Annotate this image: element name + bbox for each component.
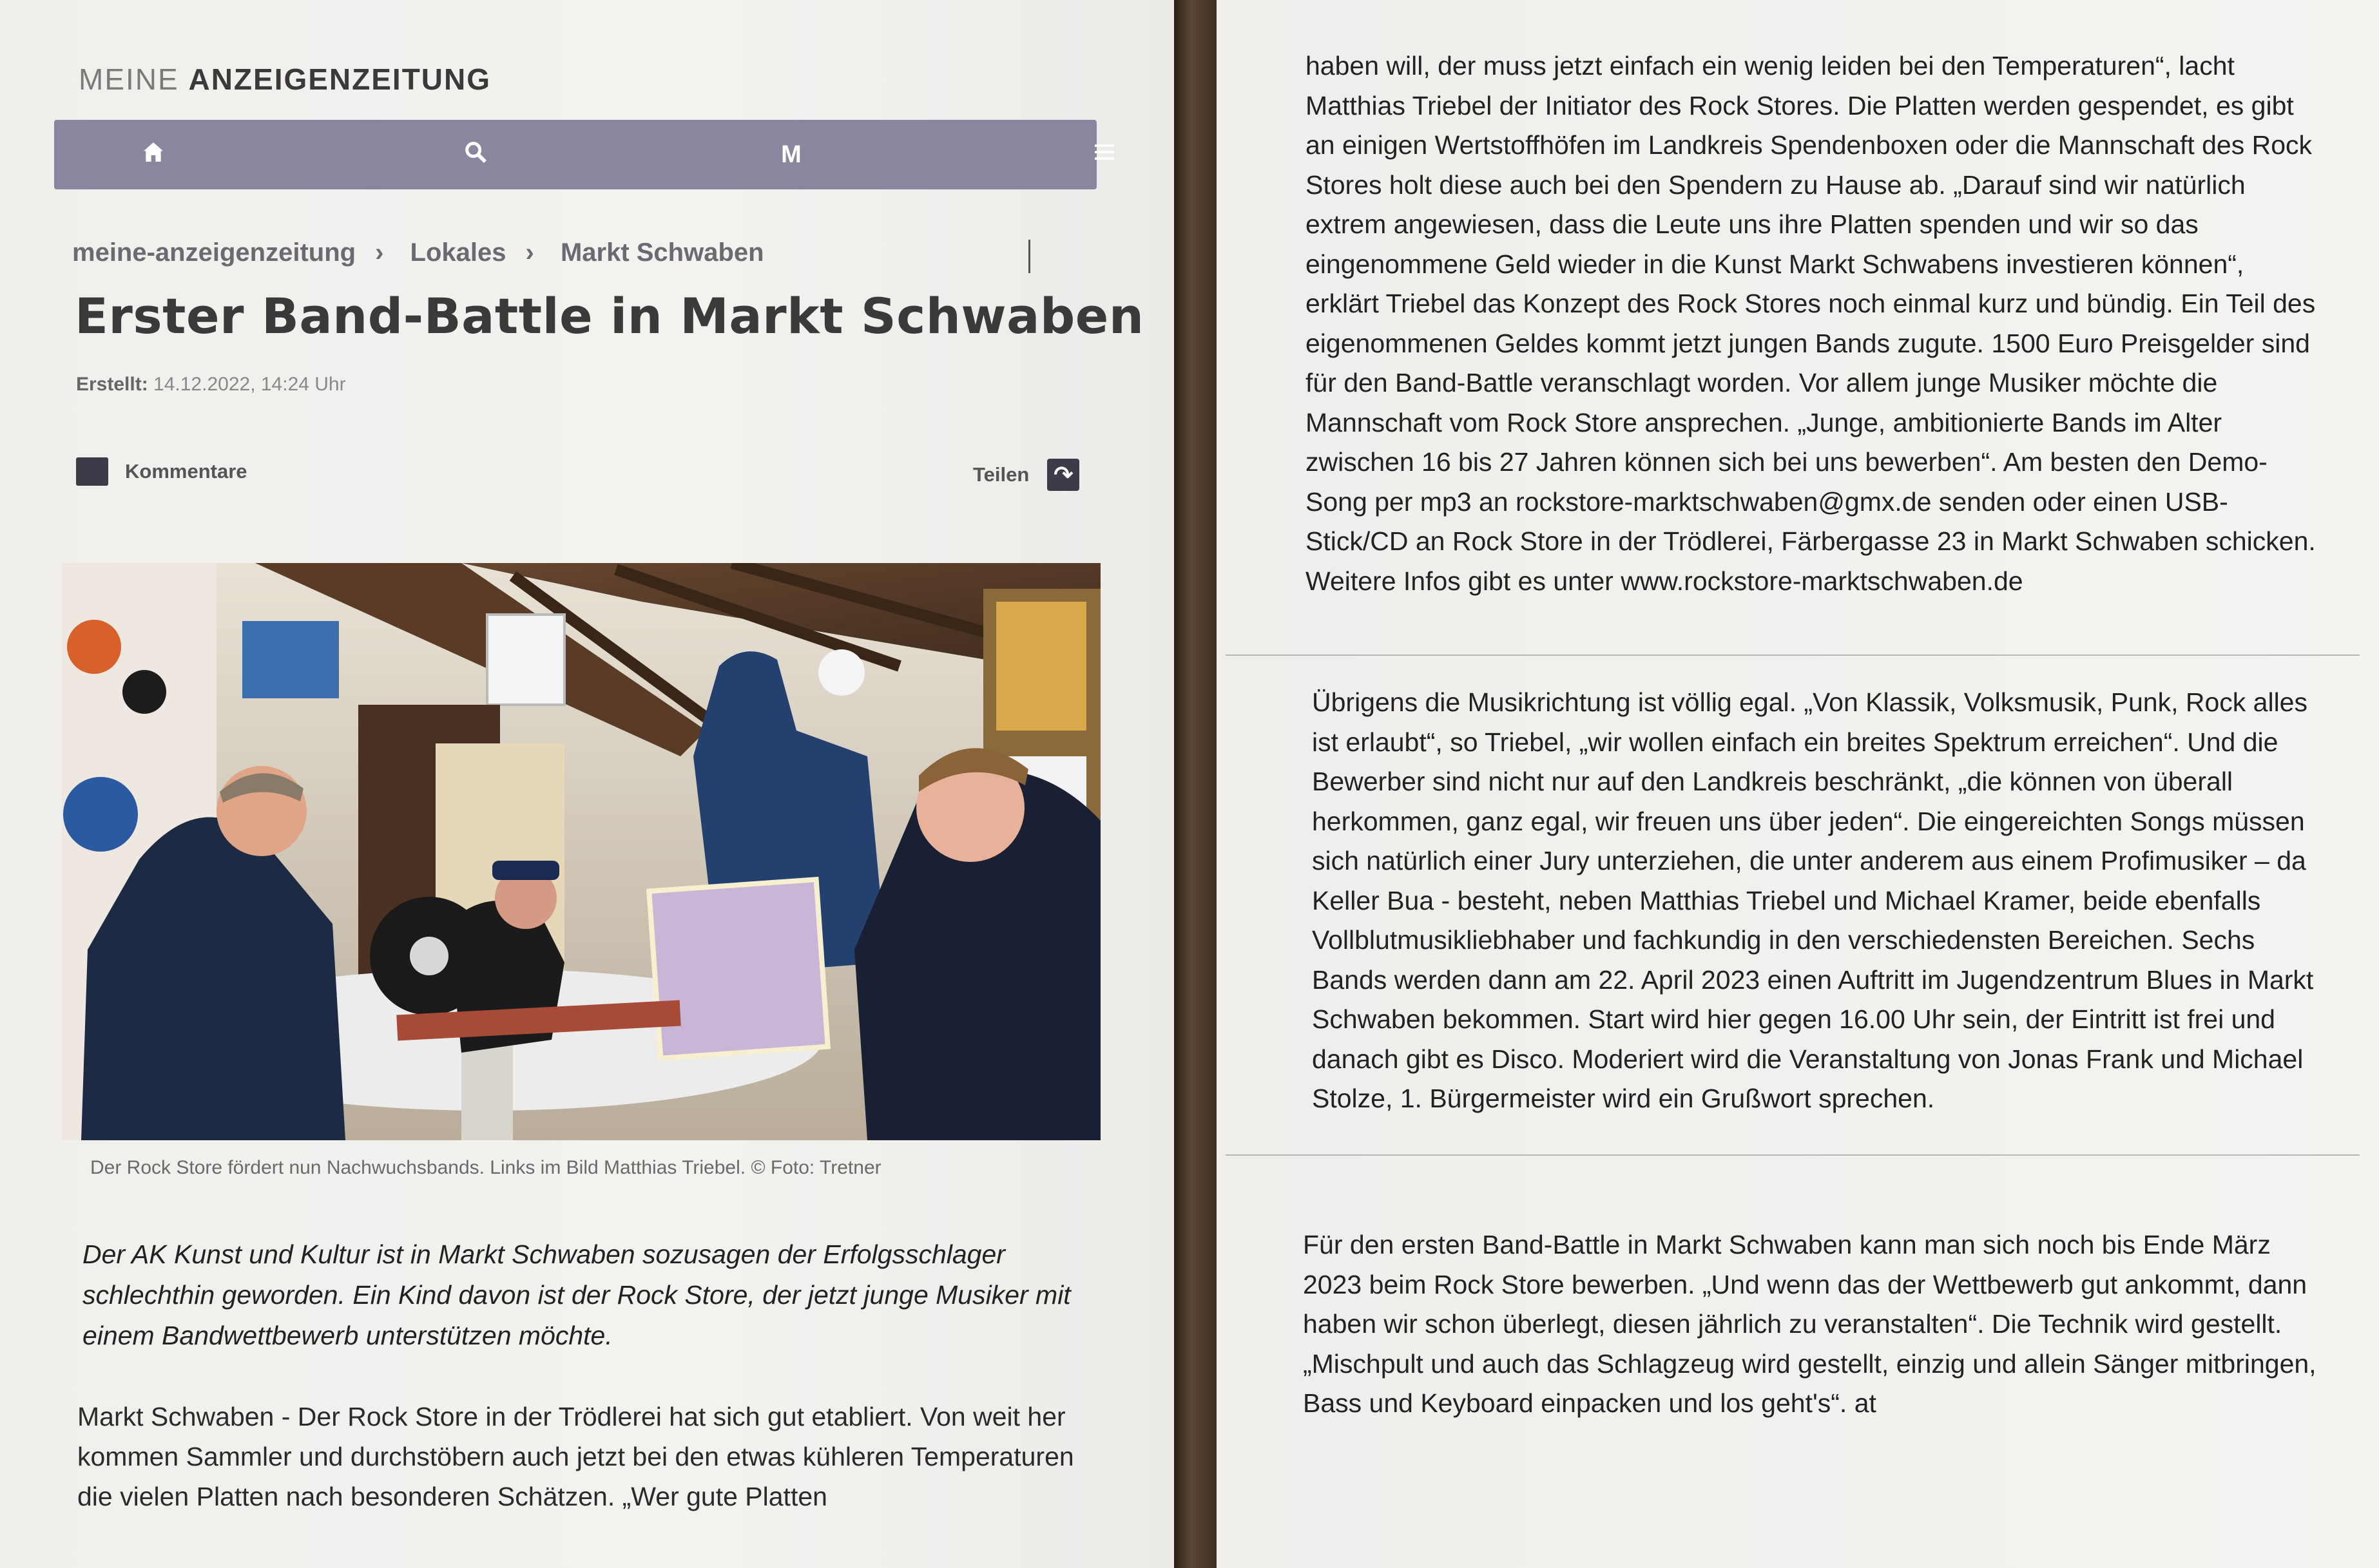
page-gap bbox=[1174, 0, 1217, 1568]
breadcrumb-item-markt-schwaben[interactable]: Markt Schwaben bbox=[560, 238, 764, 267]
created-label: Erstellt: bbox=[76, 374, 148, 395]
breadcrumb-separator: › bbox=[525, 238, 534, 267]
divider-line bbox=[1226, 655, 2360, 656]
menu-icon[interactable] bbox=[1089, 139, 1120, 170]
article-lead: Der AK Kunst und Kultur ist in Markt Schwaben sozusagen der Erfolgsschlager schlechthin geworden. Ein Kind davon ist der Rock Store, der jetzt junge Musiker mit einem Bandwettbewerb unterstützen möchte. bbox=[82, 1239, 1071, 1350]
search-icon[interactable] bbox=[460, 139, 491, 170]
masthead-part1: MEINE bbox=[79, 62, 179, 96]
article-body-application: Für den ersten Band-Battle in Markt Schwaben kann man sich noch bis Ende März 2023 beim Rock Store bewerben. „Und wenn das der Wettbewerb gut ankommt, dann haben wir schon überlegt, diesen jährlich zu veranstalten“. Die Technik wird gestellt. „Mischpult und auch das Schlagzeug wird gestellt, einzig und allein Sänger mitbringen, Bass und Keyboard einpacken und los geht's“. at bbox=[1303, 1230, 2316, 1418]
article-title: Erster Band-Battle in Markt Schwaben bbox=[75, 287, 1144, 345]
masthead[interactable] bbox=[79, 62, 491, 97]
created-date bbox=[76, 374, 346, 396]
article-photo bbox=[62, 563, 1101, 1140]
share-label: Teilen bbox=[973, 463, 1030, 486]
breadcrumb-item-home[interactable]: meine-anzeigenzeitung bbox=[72, 238, 356, 267]
comments-button[interactable] bbox=[76, 457, 247, 486]
breadcrumb-item-lokales[interactable]: Lokales bbox=[410, 238, 506, 267]
breadcrumb-divider bbox=[1028, 240, 1030, 273]
masthead-part2: ANZEIGENZEITUNG bbox=[188, 62, 492, 96]
breadcrumb bbox=[72, 238, 784, 267]
article-body-continued: haben will, der muss jetzt einfach ein wenig leiden bei den Temperaturen“, lacht Matthias Triebel der Initiator des Rock Stores. Die Platten werden gespendet, es gibt an einigen Wertstoffhöfen im Landkreis Spendenboxen oder die Mannschaft des Rock Stores holt diese auch bei den Spendern zu Hause ab. „Darauf sind wir natürlich extrem angewiesen, dass die Leute uns ihre Platten spenden und wir so das eingenommene Geld wieder in die Kunst Markt Schwabens investieren können“, erklärt Triebel das Konzept des Rock Stores noch einmal kurz und bündig. Ein Teil des eigenommenen Geldes kommt jetzt jungen Bands zugute. 1500 Euro Preisgelder sind für den Band-Battle veranschlagt worden. Vor allem junge Musiker möchte die Mannschaft vom Rock Store ansprechen. „Junge, ambitionierte Bands im Alter zwischen 16 bis 27 Jahren können sich bei uns bewerben“. Am besten den Demo-Song per mp3 an rockstore-marktschwaben@gmx.de senden oder einen USB-Stick/CD an Rock Store in der Trödlerei, Färbergasse 23 in Markt Schwaben schicken. Weitere Infos gibt es unter www.rockstore-marktschwaben.de bbox=[1305, 51, 2316, 596]
share-button[interactable] bbox=[973, 459, 1079, 491]
created-value: 14.12.2022, 14:24 Uhr bbox=[153, 374, 346, 395]
comment-icon bbox=[76, 457, 108, 486]
home-icon[interactable] bbox=[138, 139, 169, 170]
article-body-music-genre: Übrigens die Musikrichtung ist völlig egal. „Von Klassik, Volksmusik, Punk, Rock alles ist erlaubt“, so Triebel, „wir wollen einfach ein breites Spektrum erreichen“. Und die Bewerber sind nicht nur auf den Landkreis beschränkt, „die können von überall herkommen, ganz egal, wir freuen uns über jeden“. Die eingereichten Songs müssen sich natürlich einer Jury unterziehen, die unter anderem aus einem Profimusiker – da Keller Bua - besteht, neben Matthias Triebel und Michael Kramer, beide ebenfalls Vollblutmusikliebhaber und fachkundig in den verschiedensten Bereichen. Sechs Bands werden dann am 22. April 2023 einen Auftritt im Jugendzentrum Blues in Markt Schwaben bekommen. Start wird hier gegen 16.00 Uhr sein, der Eintritt ist frei und danach gibt es Disco. Moderiert wird die Veranstaltung von Jonas Frank und Michael Stolze, 1. Bürgermeister wird ein Grußwort sprechen. bbox=[1312, 687, 2314, 1113]
comments-label: Kommentare bbox=[125, 460, 247, 483]
left-page bbox=[0, 0, 1174, 1568]
photo-caption: Der Rock Store fördert nun Nachwuchsbands. Links im Bild Matthias Triebel. © Foto: Tretner bbox=[90, 1157, 881, 1178]
share-arrow-icon: ↷ bbox=[1047, 459, 1079, 491]
right-page bbox=[1217, 0, 2379, 1568]
m-logo-icon[interactable]: M bbox=[781, 141, 802, 168]
divider-line bbox=[1226, 1154, 2360, 1156]
breadcrumb-separator: › bbox=[375, 238, 384, 267]
navigation-bar bbox=[54, 120, 1097, 189]
article-body-start: Markt Schwaben - Der Rock Store in der Trödlerei hat sich gut etabliert. Von weit her kommen Sammler und durchstöbern auch jetzt bei den etwas kühleren Temperaturen die vielen Platten nach besonderen Schätzen. „Wer gute Platten bbox=[77, 1402, 1074, 1511]
